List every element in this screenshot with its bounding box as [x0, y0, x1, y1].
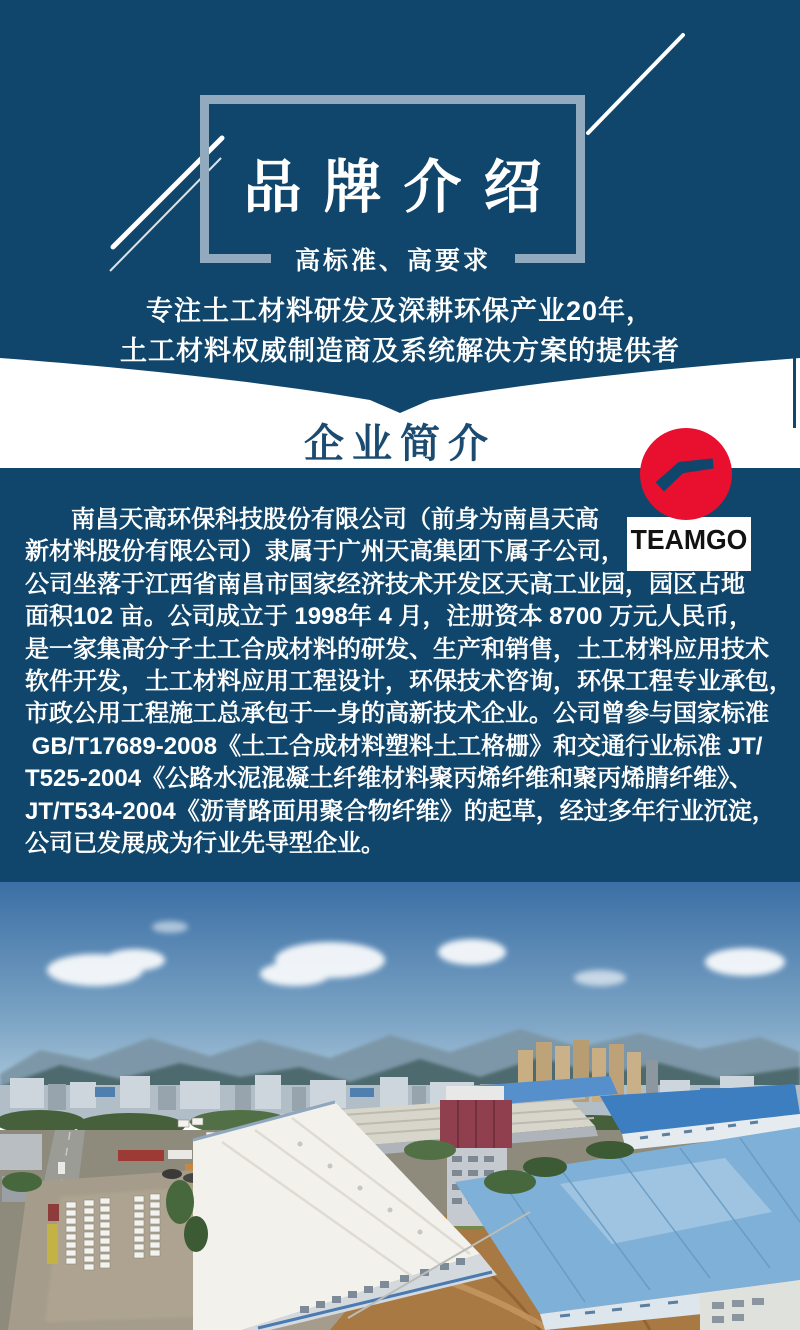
logo-red-circle [640, 428, 732, 520]
paragraph-line: 软件开发，土工材料应用工程设计，环保技术咨询，环保工程专业承包， [25, 668, 793, 696]
white-bus [168, 1150, 192, 1159]
slogan-line-2: 土工材料权威制造商及系统解决方案的提供者 [120, 336, 680, 366]
teamgo-logo-icon [640, 428, 732, 520]
slogan-line-1: 专注土工材料研发及深耕环保产业20年， [145, 296, 655, 326]
teamgo-logo [627, 428, 751, 573]
paragraph-line: 公司已发展成为行业先导型企业。 [25, 830, 385, 858]
paragraph-line: 是一家集高分子土工合成材料的研发、生产和销售，土工材料应用技术 [25, 635, 769, 663]
brand-subtitle: 高标准、高要求 [271, 238, 515, 280]
paragraph-line: JT/T534-2004《沥青路面用聚合物纤维》的起草，经过多年行业沉淀， [25, 797, 776, 825]
teamgo-wordmark: TEAMGO [630, 524, 748, 555]
yellow-bus [47, 1224, 58, 1264]
right-edge-line [793, 358, 796, 428]
hero-section [0, 0, 800, 415]
paragraph-line: GB/T17689-2008《土工合成材料塑料土工格栅》和交通行业标准 JT/ [25, 732, 763, 760]
aerial-photo-scene [0, 882, 800, 1330]
campus-aerial-photo [0, 882, 800, 1330]
red-bus [118, 1150, 164, 1161]
dark-cars [162, 1169, 182, 1179]
hero-slogan [0, 291, 800, 371]
company-profile-heading: 企业简介 [304, 422, 496, 466]
paragraph-line: 新材料股份有限公司）隶属于广州天高集团下属子公司， [25, 538, 625, 566]
paragraph-line: 南昌天高环保科技股份有限公司（前身为南昌天高 [71, 506, 599, 533]
paragraph-line: T525-2004《公路水泥混凝土纤维材料聚丙烯纤维和聚丙烯腈纤维》、 [25, 765, 754, 793]
paragraph-line: 市政公用工程施工总承包于一身的高新技术企业。公司曾参与国家标准 [25, 700, 769, 728]
brand-title: 品牌介绍 [243, 155, 564, 220]
paragraph-line: 公司坐落于江西省南昌市国家经济技术开发区天高工业园，园区占地 [25, 570, 745, 598]
paragraph-line: 面积102 亩。公司成立于 1998年 4 月，注册资本 8700 万元人民币， [25, 603, 754, 631]
